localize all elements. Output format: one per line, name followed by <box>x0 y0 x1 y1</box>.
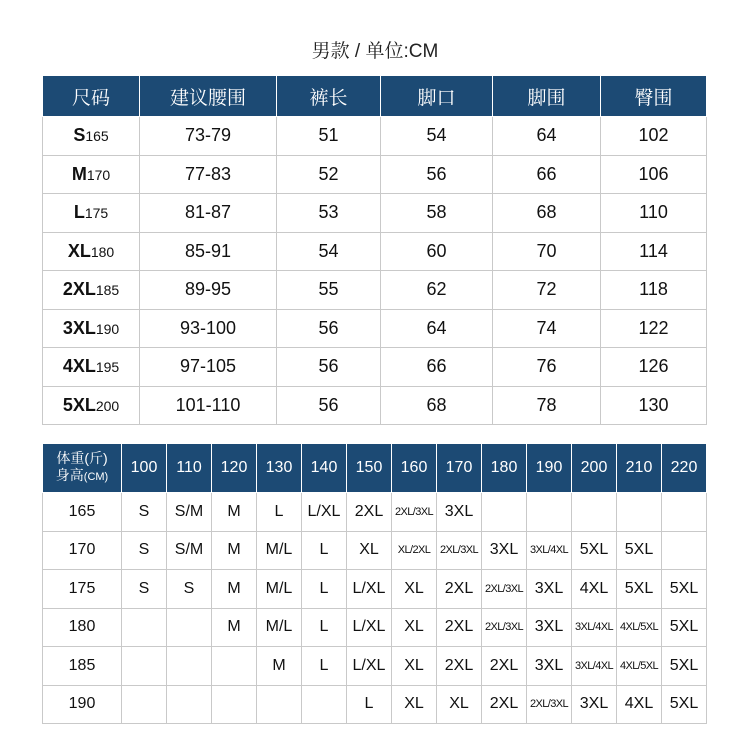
page-title: 男款 / 单位:CM <box>311 41 439 62</box>
size-label: 2XL <box>62 279 96 300</box>
fit-row <box>43 685 707 724</box>
fit-size-cell: S <box>167 570 212 609</box>
fit-size-cell: L <box>347 685 392 724</box>
hem-cell: 60 <box>381 232 493 271</box>
length-cell: 51 <box>277 117 381 156</box>
size-row <box>43 309 707 348</box>
fit-size-cell: S <box>122 570 167 609</box>
fit-size-cell: XL <box>347 531 392 570</box>
leg-cell: 76 <box>493 348 601 387</box>
fit-size-cell: 2XL <box>437 608 482 647</box>
fit-size-cell: 3XL <box>437 493 482 532</box>
fit-size-cell: L <box>257 493 302 532</box>
fit-size-cell: 3XL/4XL <box>572 608 617 647</box>
fit-size-cell <box>482 493 527 532</box>
hem-cell: 56 <box>381 155 493 194</box>
length-cell: 53 <box>277 194 381 233</box>
height-cell: 170 <box>43 531 122 570</box>
corner-height-label <box>43 467 121 486</box>
hip-cell: 122 <box>601 309 707 348</box>
waist-cell: 97-105 <box>140 348 277 387</box>
fit-size-cell: 3XL <box>527 570 572 609</box>
fit-size-cell: 5XL <box>662 570 707 609</box>
fit-size-cell: XL <box>437 685 482 724</box>
hem-cell: 58 <box>381 194 493 233</box>
fit-size-cell: M/L <box>257 608 302 647</box>
hip-cell: 106 <box>601 155 707 194</box>
fit-guide-table <box>42 443 707 724</box>
fit-size-cell: 3XL <box>527 608 572 647</box>
size-height: 170 <box>86 166 111 183</box>
fit-size-cell: 2XL/3XL <box>437 531 482 570</box>
fit-size-cell <box>302 685 347 724</box>
fit-size-cell: 4XL/5XL <box>617 608 662 647</box>
fit-size-cell: 2XL <box>437 570 482 609</box>
waist-cell: 85-91 <box>140 232 277 271</box>
fit-row <box>43 608 707 647</box>
waist-cell: 73-79 <box>140 117 277 156</box>
fit-row <box>43 647 707 686</box>
height-cell: 185 <box>43 647 122 686</box>
length-cell: 56 <box>277 309 381 348</box>
fit-size-cell: 2XL/3XL <box>527 685 572 724</box>
waist-cell: 77-83 <box>140 155 277 194</box>
fit-size-cell <box>167 608 212 647</box>
length-cell: 52 <box>277 155 381 194</box>
fit-size-cell: 4XL <box>617 685 662 724</box>
size-height: 185 <box>95 282 120 299</box>
size-cell <box>43 309 140 348</box>
fit-size-cell: 2XL/3XL <box>482 570 527 609</box>
hip-cell: 114 <box>601 232 707 271</box>
leg-cell: 72 <box>493 271 601 310</box>
size-row <box>43 232 707 271</box>
leg-cell: 68 <box>493 194 601 233</box>
header-hem: 脚口 <box>381 76 493 117</box>
size-height: 165 <box>85 128 109 145</box>
header-waist: 建议腰围 <box>140 76 277 117</box>
weight-header: 100 <box>122 444 167 493</box>
weight-header: 180 <box>482 444 527 493</box>
fit-size-cell: M <box>212 608 257 647</box>
fit-size-cell: 4XL <box>572 570 617 609</box>
weight-header: 210 <box>617 444 662 493</box>
waist-cell: 81-87 <box>140 194 277 233</box>
fit-size-cell: 2XL <box>482 647 527 686</box>
waist-cell: 93-100 <box>140 309 277 348</box>
size-cell <box>43 348 140 387</box>
weight-header: 120 <box>212 444 257 493</box>
fit-size-cell <box>167 685 212 724</box>
fit-size-cell: 2XL/3XL <box>392 493 437 532</box>
fit-size-cell <box>212 647 257 686</box>
fit-size-cell: 5XL <box>662 685 707 724</box>
fit-size-cell: L <box>302 608 347 647</box>
waist-cell: 101-110 <box>140 386 277 425</box>
fit-size-cell: L/XL <box>347 570 392 609</box>
fit-size-cell <box>212 685 257 724</box>
fit-size-cell: 5XL <box>662 608 707 647</box>
size-cell <box>43 232 140 271</box>
fit-size-cell: XL <box>392 685 437 724</box>
fit-row <box>43 493 707 532</box>
leg-cell: 66 <box>493 155 601 194</box>
size-row <box>43 348 707 387</box>
weight-header: 200 <box>572 444 617 493</box>
length-cell: 56 <box>277 386 381 425</box>
size-cell <box>43 155 140 194</box>
fit-size-cell: 3XL/4XL <box>572 647 617 686</box>
fit-size-cell: L/XL <box>347 608 392 647</box>
fit-size-cell: L <box>302 531 347 570</box>
fit-size-cell: M <box>212 570 257 609</box>
fit-size-cell: S/M <box>167 493 212 532</box>
fit-size-cell <box>122 647 167 686</box>
fit-size-cell: 5XL <box>617 531 662 570</box>
corner-unit: (CM) <box>83 471 109 483</box>
weight-header: 220 <box>662 444 707 493</box>
fit-size-cell: 2XL/3XL <box>482 608 527 647</box>
fit-size-cell: M/L <box>257 531 302 570</box>
hem-cell: 62 <box>381 271 493 310</box>
fit-size-cell: 3XL <box>527 647 572 686</box>
hem-cell: 54 <box>381 117 493 156</box>
leg-cell: 74 <box>493 309 601 348</box>
fit-size-cell: 4XL/5XL <box>617 647 662 686</box>
height-cell: 190 <box>43 685 122 724</box>
hip-cell: 130 <box>601 386 707 425</box>
fit-size-cell <box>572 493 617 532</box>
fit-size-cell: 5XL <box>572 531 617 570</box>
header-leg: 脚围 <box>493 76 601 117</box>
fit-size-cell: L <box>302 647 347 686</box>
fit-guide-header-row <box>43 444 707 493</box>
hem-cell: 66 <box>381 348 493 387</box>
size-cell <box>43 386 140 425</box>
hem-cell: 64 <box>381 309 493 348</box>
weight-header: 150 <box>347 444 392 493</box>
size-row <box>43 194 707 233</box>
size-cell <box>43 271 140 310</box>
size-row <box>43 155 707 194</box>
leg-cell: 78 <box>493 386 601 425</box>
weight-header: 170 <box>437 444 482 493</box>
fit-size-cell: XL/2XL <box>392 531 437 570</box>
fit-size-cell: 2XL <box>482 685 527 724</box>
fit-size-cell <box>122 608 167 647</box>
corner-cell <box>43 444 122 493</box>
fit-size-cell <box>617 493 662 532</box>
fit-size-cell: 3XL <box>482 531 527 570</box>
fit-size-cell <box>527 493 572 532</box>
size-cell <box>43 117 140 156</box>
fit-size-cell: 2XL <box>347 493 392 532</box>
fit-size-cell: 2XL <box>437 647 482 686</box>
leg-cell: 64 <box>493 117 601 156</box>
height-cell: 165 <box>43 493 122 532</box>
size-label: XL <box>67 240 91 261</box>
fit-size-cell: 3XL <box>572 685 617 724</box>
size-row <box>43 271 707 310</box>
fit-size-cell: M <box>212 493 257 532</box>
hip-cell: 126 <box>601 348 707 387</box>
size-height: 190 <box>95 320 120 337</box>
fit-size-cell: M/L <box>257 570 302 609</box>
fit-size-cell: XL <box>392 608 437 647</box>
size-label: S <box>73 125 86 146</box>
fit-size-cell <box>167 647 212 686</box>
fit-size-cell <box>662 493 707 532</box>
fit-size-cell: M <box>212 531 257 570</box>
size-label: 5XL <box>62 394 96 415</box>
header-size: 尺码 <box>43 76 140 117</box>
size-height: 195 <box>95 359 120 376</box>
hip-cell: 118 <box>601 271 707 310</box>
fit-size-cell <box>662 531 707 570</box>
leg-cell: 70 <box>493 232 601 271</box>
hip-cell: 102 <box>601 117 707 156</box>
size-chart-header-row <box>43 76 707 117</box>
length-cell: 54 <box>277 232 381 271</box>
height-cell: 180 <box>43 608 122 647</box>
size-row <box>43 386 707 425</box>
weight-header: 140 <box>302 444 347 493</box>
length-cell: 55 <box>277 271 381 310</box>
fit-row <box>43 531 707 570</box>
fit-size-cell: M <box>257 647 302 686</box>
fit-size-cell: L/XL <box>347 647 392 686</box>
fit-row <box>43 570 707 609</box>
weight-header: 190 <box>527 444 572 493</box>
fit-size-cell: XL <box>392 570 437 609</box>
fit-size-cell <box>257 685 302 724</box>
header-length: 裤长 <box>277 76 381 117</box>
weight-header: 110 <box>167 444 212 493</box>
fit-size-cell <box>122 685 167 724</box>
size-label: 3XL <box>62 317 96 338</box>
fit-size-cell: 5XL <box>617 570 662 609</box>
header-hip: 臀围 <box>601 76 707 117</box>
height-cell: 175 <box>43 570 122 609</box>
fit-size-cell: L/XL <box>302 493 347 532</box>
size-height: 175 <box>84 205 109 222</box>
size-label: L <box>73 202 85 223</box>
size-cell <box>43 194 140 233</box>
hip-cell: 110 <box>601 194 707 233</box>
fit-size-cell: XL <box>392 647 437 686</box>
fit-size-cell: S/M <box>167 531 212 570</box>
weight-header: 160 <box>392 444 437 493</box>
hem-cell: 68 <box>381 386 493 425</box>
waist-cell: 89-95 <box>140 271 277 310</box>
size-row <box>43 117 707 156</box>
size-height: 200 <box>95 397 120 414</box>
size-height: 180 <box>90 243 115 260</box>
fit-size-cell: S <box>122 531 167 570</box>
fit-size-cell: 5XL <box>662 647 707 686</box>
corner-weight-label: 体重(斤) <box>56 450 108 466</box>
fit-size-cell: L <box>302 570 347 609</box>
corner-height-text: 身高 <box>55 467 84 483</box>
fit-size-cell: 3XL/4XL <box>527 531 572 570</box>
size-label: 4XL <box>62 356 96 377</box>
length-cell: 56 <box>277 348 381 387</box>
fit-size-cell: S <box>122 493 167 532</box>
weight-header: 130 <box>257 444 302 493</box>
size-chart-table <box>42 75 707 425</box>
size-label: M <box>71 163 87 184</box>
